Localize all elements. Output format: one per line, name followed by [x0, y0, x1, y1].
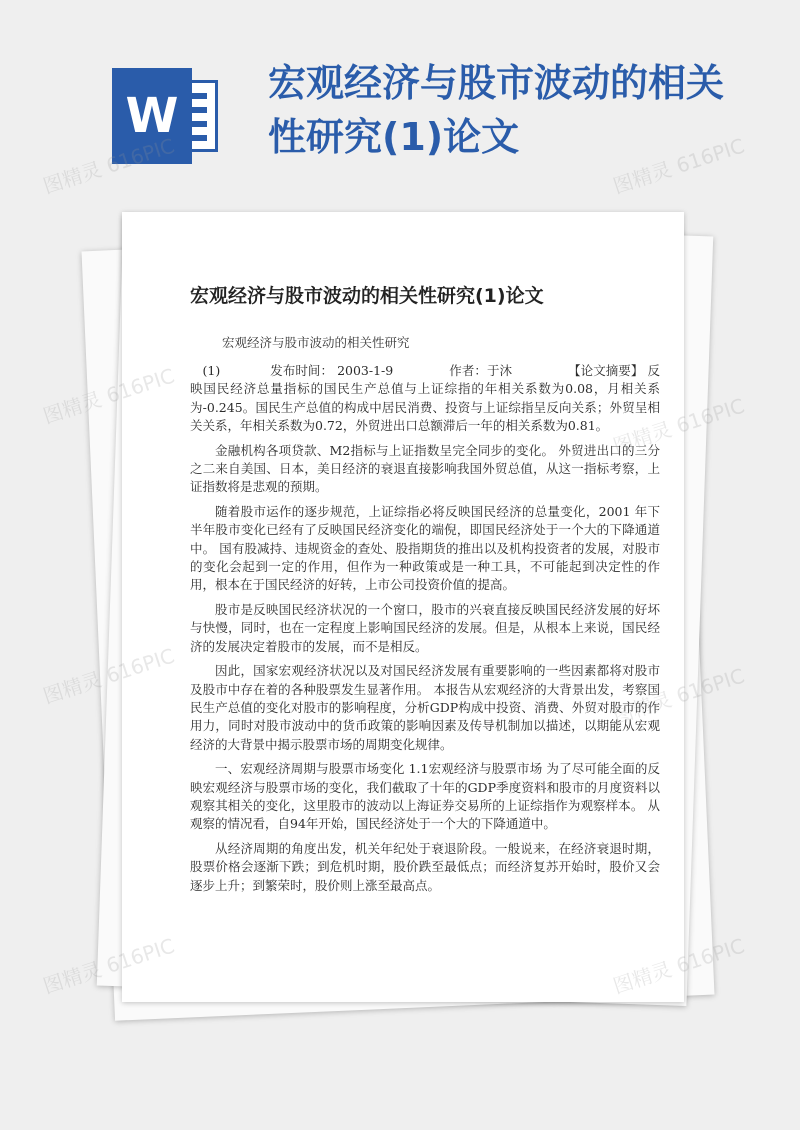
author: 作者：于沐: [449, 363, 513, 378]
paragraph: 一、宏观经济周期与股票市场变化 1.1宏观经济与股票市场 为了尽可能全面的反映宏观经济与股票市场的变化，我们截取了十年的GDP季度资料和股市的月度资料以观察其相关的变化，这里股市的波动以上海证券交易所的上证综指作为观察样本。 从观察的情况看，自94年开始，国民经济处于一个大的下降通道中。: [190, 761, 660, 832]
date-label: 发布时间：: [270, 363, 334, 378]
watermark: 图精灵 616PIC: [610, 393, 748, 459]
watermark: 图精灵 616PIC: [610, 133, 748, 199]
article-meta-abstract: [190, 362, 660, 436]
article-body: [190, 362, 660, 901]
paragraph: 因此，国家宏观经济状况以及对国民经济发展有重要影响的一些因素都将对股市及股市中存在着的各种股票发生显著作用。 本报告从宏观经济的大背景出发，考察国民生产总值的变化对股市的影响程度，分析GDP构成中投资、消费、外贸对股市的作用力，同时对股市波动中的货币政策的影响因素及传导机制加以描述，以期能从宏观经济的大背景中揭示股票市场的周期变化规律。: [190, 663, 660, 752]
watermark: 图精灵 616PIC: [610, 663, 748, 729]
paragraph: 随着股市运作的逐步规范，上证综指必将反映国民经济的总量变化，2001 年下半年股市变化已经有了反映国民经济变化的端倪，即国民经济处于一个大的下降通道中。 国有股减持、违规资金的查处、股指期货的推出以及机构投资者的发展，对股市的变化会起到一定的作用，但作为一种政策或是一种工具，不可能起到决定性的作用，根本在于国民经济的好转，上市公司投资价值的提高。: [190, 503, 660, 593]
watermark: 图精灵 616PIC: [40, 363, 178, 429]
word-doc-icon: [112, 68, 222, 164]
word-logo-letter: W: [112, 68, 192, 164]
paragraph: 股市是反映国民经济状况的一个窗口，股市的兴衰直接反映国民经济发展的好坏与快慢，同时，也在一定程度上影响国民经济的发展。但是，从根本上来说，国民经济的发展决定着股市的发展，而不是相反。: [190, 601, 660, 654]
watermark: 图精灵 616PIC: [610, 933, 748, 999]
page-title: 宏观经济与股市波动的相关性研究(1)论文: [190, 285, 544, 307]
abstract-label: 【论文摘要】: [568, 363, 644, 378]
paragraph: 金融机构各项贷款、M2指标与上证指数呈完全同步的变化。 外贸进出口的三分之二来自美国、日本，美日经济的衰退直接影响我国外贸总值，从这一指标考察，上证指数将是悲观的预期。: [190, 442, 660, 495]
watermark: 图精灵 616PIC: [40, 133, 178, 199]
watermark: 图精灵 616PIC: [40, 643, 178, 709]
watermark: 图精灵 616PIC: [40, 933, 178, 999]
date-value: 2003-1-9: [337, 363, 394, 378]
paragraph: 从经济周期的角度出发，机关年纪处于衰退阶段。一般说来，在经济衰退时期，股票价格会逐渐下跌；到危机时期，股价跌至最低点；而经济复苏开始时，股价又会逐步上升；到繁荣时，股价则上涨至最高点。: [190, 840, 660, 893]
banner-title: 宏观经济与股市波动的相关性研究(1)论文: [268, 61, 725, 159]
article-subtitle: 宏观经济与股市波动的相关性研究: [222, 335, 410, 350]
part-number: (1): [202, 363, 221, 378]
header-banner: [0, 0, 800, 200]
abstract-text: 反映国民经济总量指标的国民生产总值与上证综指的年相关系数为0.08，月相关系为-0.245。国民生产总值的构成中居民消费、投资与上证综指呈反向关系；外贸呈相关关系，年相关系数为0.72，外贸进出口总额滞后一年的相关系数为0.81。: [190, 363, 660, 434]
